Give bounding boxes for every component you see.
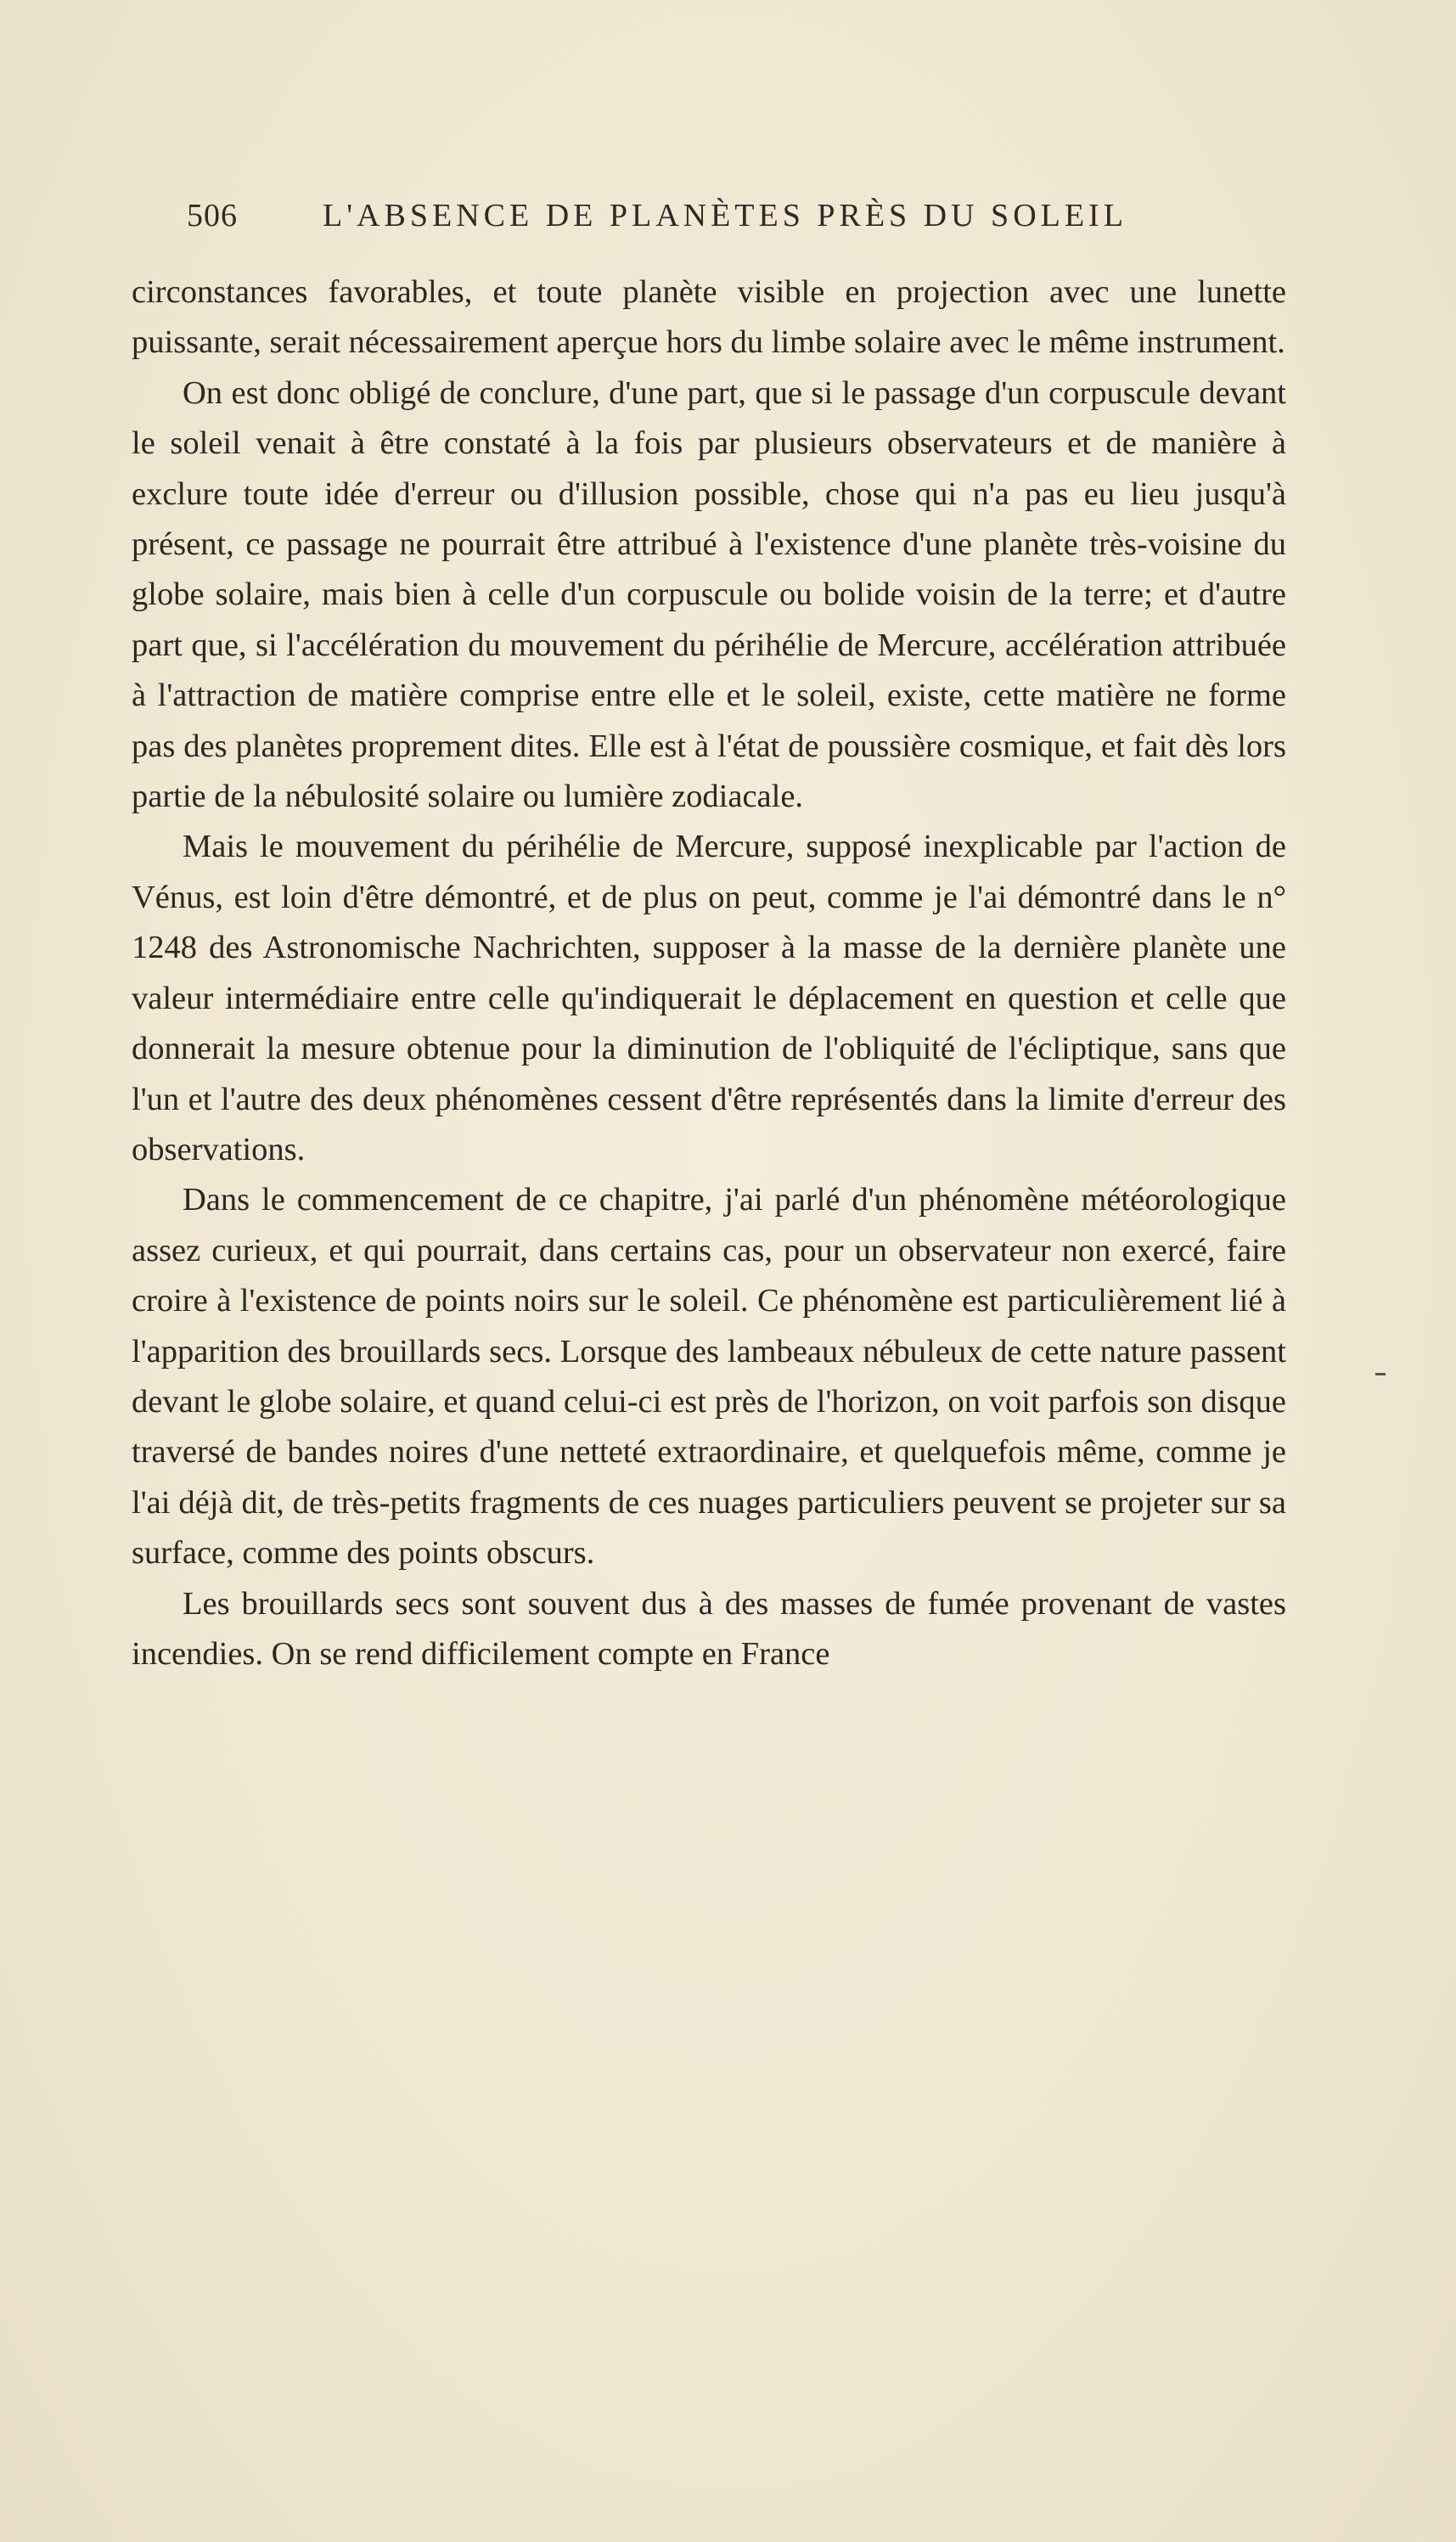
page-number: 506 [187,198,238,233]
paragraph-conclusion: On est donc obligé de conclure, d'une part, que si le passage d'un corpuscule devant le soleil venait à être constaté à la fois par plusieurs observateurs et de manière à exclure toute idée d'erreur ou d'illusion possible, chose qui n'a pas eu lieu jusqu'à présent, ce passage ne pourrait être attribué à l'existence d'une planète très-voisine du globe solaire, mais bien à celle d'un corpuscule ou bolide voisin de la terre; et d'autre part que, si l'accélération du mouvement du périhélie de Mercure, accélération attribuée à l'attraction de matière comprise entre elle et le soleil, existe, cette matière ne forme pas des planètes proprement dites. Elle est à l'état de poussière cosmique, et fait dès lors partie de la nébulosité solaire ou lumière zodiacale. [132,374,1286,815]
body-text [132,267,1286,1679]
running-title: L'ABSENCE DE PLANÈTES PRÈS DU SOLEIL [323,198,1127,233]
paragraph-continuation: circonstances favorables, et toute planète visible en projection avec une lunette puissante, serait nécessairement aperçue hors du limbe solaire avec le même instrument. [132,274,1286,361]
page-header [187,197,1290,239]
paragraph-meteorological-phenomenon: Dans le commencement de ce chapitre, j'ai parlé d'un phénomène météorologique assez curieux, et qui pourrait, dans certains cas, pour un observateur non exercé, faire croire à l'existence de points noirs sur le soleil. Ce phénomène est particulièrement lié à l'apparition des brouillards secs. Lorsque des lambeaux nébuleux de cette nature passent devant le globe solaire, et quand celui-ci est près de l'horizon, on voit parfois son disque traversé de bandes noires d'une netteté extraordinaire, et quelquefois même, comme je l'ai déjà dit, de très-petits fragments de ces nuages particuliers peuvent se projeter sur sa surface, comme des points obscurs. [132,1182,1286,1572]
paragraph-mercury-perihelion: Mais le mouvement du périhélie de Mercure, supposé inexplicable par l'action de Vénus, est loin d'être démontré, et de plus on peut, comme je l'ai démontré dans le n° 1248 des Astronomische Nachrichten, supposer à la masse de la dernière planète une valeur intermédiaire entre celle qu'indiquerait le déplacement en question et celle que donnerait la mesure obtenue pour la diminution de l'obliquité de l'écliptique, sans que l'un et l'autre des deux phénomènes cessent d'être représentés dans la limite d'erreur des observations. [132,829,1286,1167]
margin-mark [1375,1373,1386,1375]
paragraph-dry-fogs: Les brouillards secs sont souvent dus à des masses de fumée provenant de vastes incendies. On se rend difficilement compte en France [132,1585,1286,1672]
